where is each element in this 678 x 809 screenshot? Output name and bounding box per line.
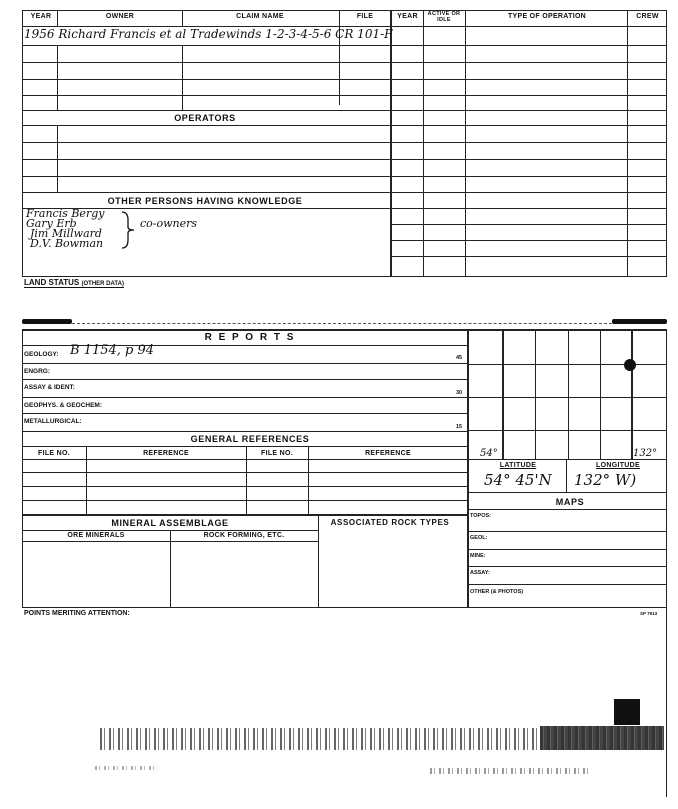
maps-title: MAPS xyxy=(555,497,585,507)
map-topos: TOPOS: xyxy=(470,513,491,519)
person-1: Francis Bergy xyxy=(26,207,105,220)
reports-title: R E P O R T S xyxy=(204,332,296,343)
operators-title: OPERATORS xyxy=(174,113,236,123)
associated-rock-types-title: ASSOCIATED ROCK TYPES xyxy=(330,518,450,527)
map-mine: MINE: xyxy=(470,553,486,559)
land-status-sub: (OTHER DATA) xyxy=(81,281,124,287)
map-assay: ASSAY: xyxy=(470,570,490,576)
latitude-label: LATITUDE xyxy=(499,462,537,469)
header-active-idle: ACTIVE OR IDLE xyxy=(427,11,461,23)
mineral-assemblage-title: MINERAL ASSEMBLAGE xyxy=(111,518,229,528)
scan-noise-lower-left xyxy=(95,766,155,770)
header-claim-name: CLAIM NAME xyxy=(236,13,284,20)
other-persons-title: OTHER PERSONS HAVING KNOWLEDGE xyxy=(107,196,303,206)
map-other-photos: OTHER (& PHOTOS) xyxy=(470,589,524,595)
person-3: Jim Millward xyxy=(30,227,102,240)
report-geology-label: GEOLOGY: xyxy=(24,351,59,358)
general-references-title: GENERAL REFERENCES xyxy=(190,434,310,444)
scan-noise-strip xyxy=(100,728,540,750)
land-status-text: LAND STATUS xyxy=(24,278,80,287)
report-assay-label: ASSAY & IDENT: xyxy=(24,384,75,391)
longitude-label: LONGITUDE xyxy=(596,462,640,469)
header-file: FILE xyxy=(356,13,374,20)
corner-mark xyxy=(614,699,640,725)
header-owner: OWNER xyxy=(105,13,135,20)
ore-minerals-header: ORE MINERALS xyxy=(67,532,125,539)
ref-header-reference-2: REFERENCE xyxy=(365,450,411,457)
lon-corner-label: 132° xyxy=(633,448,658,459)
report-geology-num: 45 xyxy=(456,355,463,361)
scan-noise-dark xyxy=(540,726,664,750)
person-2: Gary Erb xyxy=(26,217,77,230)
report-geology-value: B 1154, p 94 xyxy=(70,343,155,358)
report-metallurgical-num: 15 xyxy=(456,424,463,430)
report-metallurgical-label: METALLURGICAL: xyxy=(24,418,82,425)
header-year-2: YEAR xyxy=(397,13,418,20)
lat-corner-label: 54° xyxy=(480,448,498,459)
land-status-label xyxy=(24,278,124,288)
map-geol: GEOL: xyxy=(470,535,488,541)
report-geophys-label: GEOPHYS. & GEOCHEM: xyxy=(24,402,103,409)
latitude-value: 54° 45'N xyxy=(484,471,552,489)
longitude-value: 132° W) xyxy=(574,471,637,489)
claim-entry: 1956 Richard Francis et al Tradewinds 1-2-3-4-5-6 CR 101-F xyxy=(24,27,393,41)
header-crew: CREW xyxy=(636,13,659,20)
rock-forming-header: ROCK FORMING, ETC. xyxy=(203,532,285,539)
co-owners-note: co-owners xyxy=(140,217,198,230)
ref-header-reference-1: REFERENCE xyxy=(143,450,189,457)
location-dot xyxy=(624,359,636,371)
brace-icon xyxy=(118,210,138,250)
scan-bar xyxy=(22,319,72,324)
points-meriting-attention-label: POINTS MERITING ATTENTION: xyxy=(24,610,130,617)
form-code: SP 7913 xyxy=(640,611,658,616)
report-assay-num: 30 xyxy=(456,390,463,396)
ref-header-file-no-1: FILE NO. xyxy=(38,450,70,457)
report-engrg-label: ENGRG: xyxy=(24,368,50,375)
scan-noise-lower xyxy=(430,768,590,774)
scan-bar-right xyxy=(612,319,667,324)
person-4: D.V. Bowman xyxy=(30,237,104,250)
header-type-of-operation: TYPE OF OPERATION xyxy=(507,13,587,20)
ref-header-file-no-2: FILE NO. xyxy=(261,450,293,457)
header-year: YEAR xyxy=(30,13,52,20)
